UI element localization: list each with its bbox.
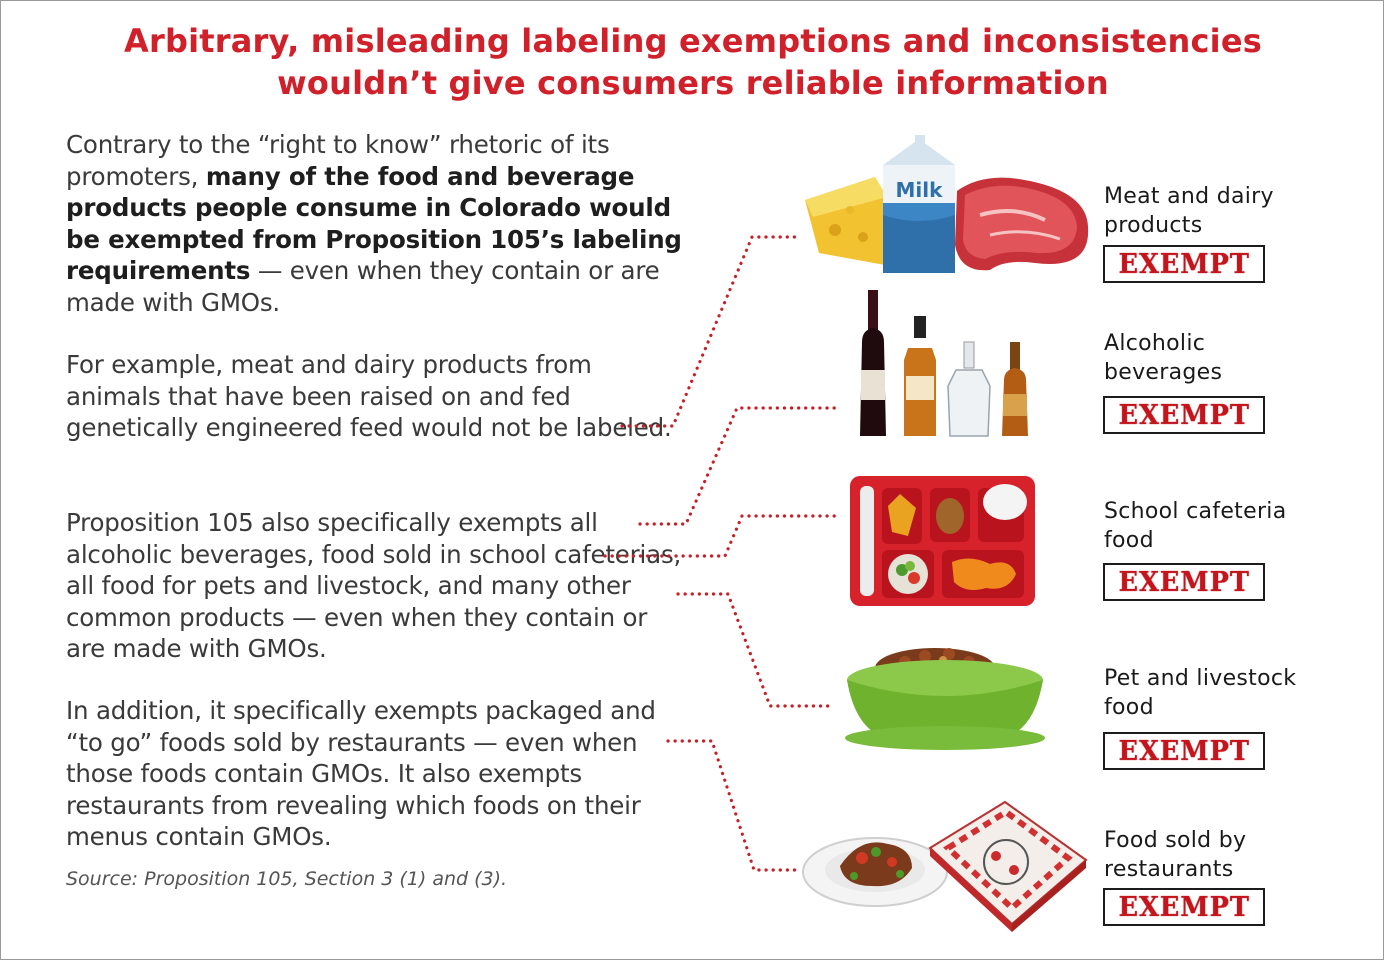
connector-pet-food: [678, 594, 832, 706]
category-label-line1: Pet and livestock: [1104, 666, 1297, 691]
cafeteria-tray-image: [850, 476, 1035, 608]
category-label-line2: products: [1104, 213, 1203, 238]
intro-text-end: — even when they contain or are made with GMOs.: [66, 256, 660, 317]
exempt-stamp-meat-dairy: [1103, 245, 1265, 283]
exempt-stamp-restaurant: [1103, 888, 1265, 926]
category-meat-dairy: [1104, 182, 1374, 240]
exempt-stamp-pet-livestock: [1103, 732, 1265, 770]
category-label-line2: beverages: [1104, 360, 1223, 385]
exempt-stamp-alcohol: [1103, 396, 1265, 434]
category-pet-livestock: [1104, 664, 1374, 722]
pet-food-bowl-image: [845, 640, 1050, 752]
meat-dairy-image: [805, 135, 1095, 275]
restaurant-paragraph: In addition, it specifically exempts packaged and “to go” foods sold by restaurants — even when those foods contain GMOs. It also exempts restaurants from revealing which foods on their menus contain GMOs.: [66, 696, 656, 851]
exempt-stamp-cafeteria: [1103, 563, 1265, 601]
connector-alcohol: [640, 408, 835, 524]
connector-meat-dairy: [622, 237, 800, 426]
category-label-line2: food: [1104, 528, 1154, 553]
exempt-stamp-text: EXEMPT: [1118, 891, 1250, 923]
alcohol-bottles-image: [852, 290, 1037, 442]
category-alcohol: [1104, 329, 1374, 387]
category-label-line1: Alcoholic: [1104, 331, 1206, 356]
milk-label: Milk: [895, 178, 943, 202]
category-label-line1: Food sold by: [1104, 828, 1247, 853]
category-restaurant: [1104, 826, 1374, 884]
meat-dairy-paragraph: For example, meat and dairy products from animals that have been raised on and fed genetically engineered feed would not be labeled.: [66, 350, 672, 442]
headline-line-1: Arbitrary, misleading labeling exemptions and inconsistencies: [124, 22, 1262, 60]
exempt-stamp-text: EXEMPT: [1118, 566, 1250, 598]
exempt-stamp-text: EXEMPT: [1118, 248, 1250, 280]
connector-restaurant: [668, 741, 800, 870]
category-label-line1: School cafeteria: [1104, 499, 1287, 524]
intro-text: Contrary to the “right to know” rhetoric of its promoters,: [66, 130, 610, 191]
category-label-line2: food: [1104, 695, 1154, 720]
exempt-stamp-text: EXEMPT: [1118, 399, 1250, 431]
source-citation: Source: Proposition 105, Section 3 (1) and (3).: [66, 868, 508, 890]
exempt-stamp-text: EXEMPT: [1118, 735, 1250, 767]
category-label-line2: restaurants: [1104, 857, 1234, 882]
category-label-line1: Meat and dairy: [1104, 184, 1274, 209]
restaurant-food-image: [800, 796, 1090, 928]
headline-line-2: wouldn’t give consumers reliable information: [277, 64, 1109, 102]
exemptions-paragraph: Proposition 105 also specifically exempts all alcoholic beverages, food sold in school cafeterias, all food for pets and livestock, and many other common products — even when they contain or are made with GMOs.: [66, 508, 682, 663]
intro-bold-text: many of the food and beverage products people consume in Colorado would be exempted from Proposition 105’s labeling requirements: [66, 161, 682, 285]
connector-cafeteria: [605, 516, 835, 556]
category-cafeteria: [1104, 497, 1374, 555]
